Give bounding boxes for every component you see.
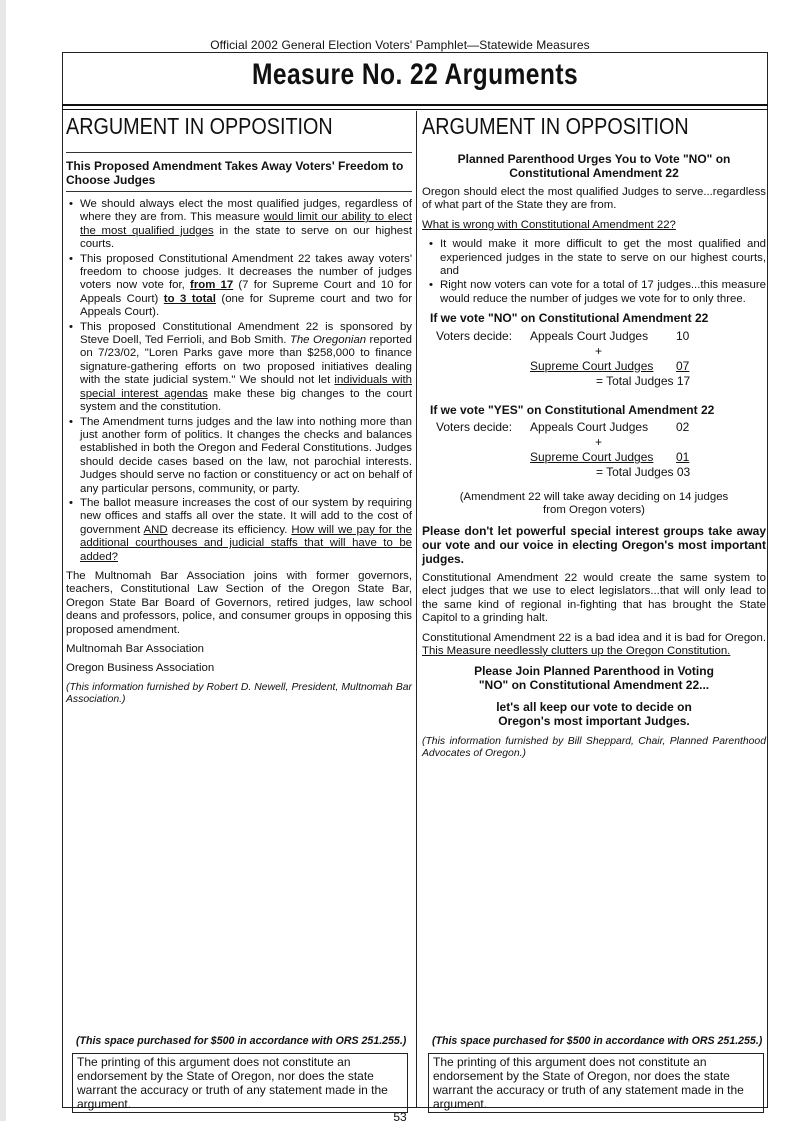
left-argument	[66, 112, 412, 712]
list-item: • The Amendment turns judges and the law into nothing more than just another form of politics. It changes the checks and balances established in both the Oregon and Federal Constitutions. Judges should decide cases based on the law, not parochial interests. Judges should serve no faction or constituency or act on behalf of any particular persons, community, or party.	[80, 416, 412, 496]
left-subheading: This Proposed Amendment Takes Away Voters' Freedom to Choose Judges	[66, 159, 404, 187]
left-paragraph: The Multnomah Bar Association joins with former governors, teachers, Constitutional Law Section of the Oregon State Bar, Oregon State Bar Board of Governors, retired judges, law school deans and professors, police, and consumer groups in opposing this proposed amendment.	[66, 569, 412, 636]
appeals-value: 02	[676, 420, 690, 435]
right-paragraph-2: Constitutional Amendment 22 is a bad idea and it is bad for Oregon. This Measure needlessly clutters up the Oregon Constitution.	[422, 631, 766, 657]
plus-sign: +	[595, 343, 603, 358]
yes-vote-heading: If we vote "YES" on Constitutional Amendment 22	[430, 402, 715, 417]
left-furnished-note: (This information furnished by Robert D. Newell, President, Multnomah Bar Association.)	[66, 681, 412, 705]
total-judges: = Total Judges 17	[596, 373, 691, 388]
right-furnished-note: (This information furnished by Bill Sheppard, Chair, Planned Parenthood Advocates of Oregon.)	[422, 736, 766, 760]
left-subheading-block	[66, 152, 412, 192]
supreme-label: Supreme Court Judges	[530, 358, 654, 373]
list-item: • This proposed Constitutional Amendment 22 is sponsored by Steve Doell, Ted Ferrioli, and Bob Smith. The Oregonian reported on 7/23/02, "Loren Parks gave more than $258,000 to finance signature-gathering efforts on two proposed initiatives dealing with the state judicial system." We should not let individuals with special interest agendas make these big changes to the court system and the constitution.	[80, 321, 412, 415]
amendment-note: (Amendment 22 will take away deciding on 14 judges from Oregon voters)	[459, 491, 729, 517]
supreme-value: 07	[676, 358, 690, 373]
left-signer-1: Multnomah Bar Association	[66, 643, 205, 655]
left-signer-2: Oregon Business Association	[66, 662, 215, 675]
list-item: • Right now voters can vote for a total of 17 judges...this measure would reduce the number of judges we vote for to only three.	[440, 279, 766, 306]
title-rule	[62, 104, 768, 106]
title-rule-thin	[62, 109, 768, 110]
list-item: • We should always elect the most qualified judges, regardless of where they are from. This measure would limit our ability to elect the most qualified judges in the state to serve on our highest courts.	[80, 198, 412, 252]
page-title: Measure No. 22 Arguments	[251, 58, 579, 91]
appeals-value: 10	[676, 328, 690, 343]
closing-appeal-2: let's all keep our vote to decide on Oregon's most important Judges.	[496, 700, 692, 729]
supreme-label: Supreme Court Judges	[530, 450, 654, 465]
left-heading: ARGUMENT IN OPPOSITION	[66, 113, 333, 139]
no-vote-tally	[422, 330, 766, 400]
right-subheading: Planned Parenthood Urges You to Vote "NO" on Constitutional Amendment 22	[457, 152, 731, 180]
right-bullet-list	[422, 238, 766, 306]
closing-appeal-1: Please Join Planned Parenthood in Voting "NO" on Constitutional Amendment 22...	[474, 664, 714, 693]
page-number: 53	[393, 1110, 407, 1124]
list-item: • It would make it more difficult to get the most qualified and experienced judges in the state to serve on our highest courts, and	[440, 238, 766, 278]
right-question: What is wrong with Constitutional Amendment 22?	[422, 218, 676, 231]
total-judges: = Total Judges 03	[596, 465, 691, 480]
plea-text: Please don't let powerful special interest groups take away our vote and our voice in electing Oregon's most important judges.	[422, 523, 766, 566]
list-item: • This proposed Constitutional Amendment 22 takes away voters' freedom to choose judges. It decreases the number of judges voters now vote for, from 17 (7 for Supreme Court and 10 for Appeals Court) to 3 total (one for Supreme court and two for Appeals Court).	[80, 253, 412, 320]
voters-decide-label: Voters decide:	[436, 328, 513, 343]
plus-sign: +	[595, 435, 603, 450]
yes-vote-tally	[422, 421, 766, 491]
left-bullet-list	[66, 198, 412, 564]
pamphlet-header: Official 2002 General Election Voters' Pamphlet—Statewide Measures	[210, 38, 590, 52]
list-item: • The ballot measure increases the cost of our system by requiring new offices and staffs all over the state. It will add to the cost of government AND decrease its efficiency. How will we pay for the additional courthouses and judicial staffs that will have to be added?	[80, 497, 412, 564]
scan-edge	[0, 0, 6, 1121]
right-purchase-note: (This space purchased for $500 in accordance with ORS 251.255.)	[432, 1035, 763, 1047]
right-paragraph-1: Constitutional Amendment 22 would create the same system to elect judges that we use to elect legislators...that will only lead to the same kind of regional in-fighting that has brought the State Capitol to a grinding halt.	[422, 571, 766, 625]
right-heading: ARGUMENT IN OPPOSITION	[422, 113, 689, 139]
no-vote-heading: If we vote "NO" on Constitutional Amendment 22	[430, 311, 709, 326]
right-intro: Oregon should elect the most qualified Judges to serve...regardless of what part of the State they are from.	[422, 186, 766, 212]
appeals-label: Appeals Court Judges	[530, 420, 649, 435]
right-argument	[422, 112, 766, 766]
supreme-value: 01	[676, 450, 690, 465]
voters-decide-label: Voters decide:	[436, 420, 513, 435]
column-divider	[416, 111, 417, 1108]
left-disclaimer: The printing of this argument does not constitute an endorsement by the State of Oregon, nor does the state warrant the accuracy or truth of any statement made in the argument.	[72, 1053, 408, 1113]
appeals-label: Appeals Court Judges	[530, 328, 649, 343]
right-disclaimer: The printing of this argument does not constitute an endorsement by the State of Oregon, nor does the state warrant the accuracy or truth of any statement made in the argument.	[428, 1053, 764, 1113]
left-purchase-note: (This space purchased for $500 in accordance with ORS 251.255.)	[76, 1035, 407, 1047]
